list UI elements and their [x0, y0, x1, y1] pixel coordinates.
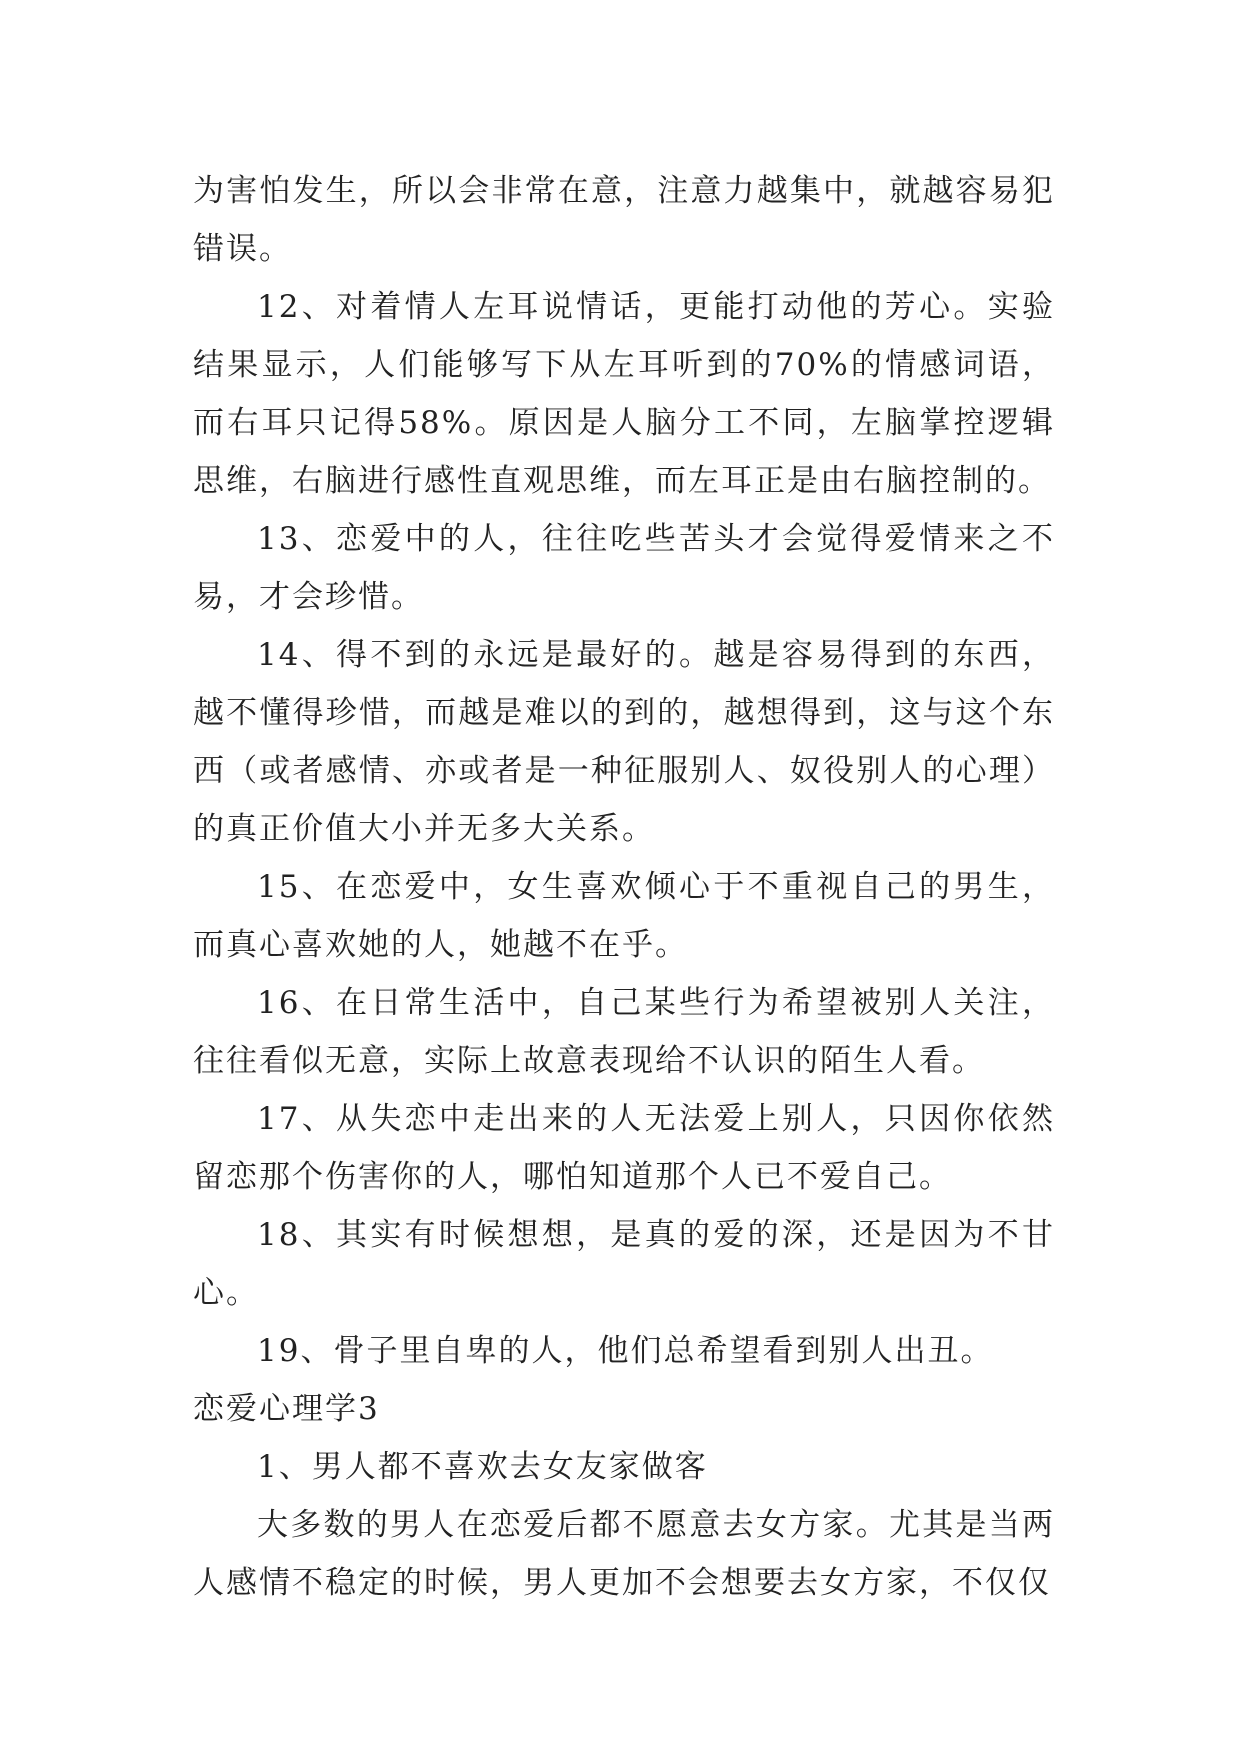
paragraph-item-15: 15、在恋爱中，女生喜欢倾心于不重视自己的男生，而真心喜欢她的人，她越不在乎。 [193, 869, 1055, 963]
paragraph-item-19: 19、骨子里自卑的人，他们总希望看到别人出丑。 [257, 1333, 994, 1369]
paragraph-item-12: 12、对着情人左耳说情话，更能打动他的芳心。实验结果显示，人们能够写下从左耳听到的70%的情感词语，而右耳只记得58%。原因是人脑分工不同，左脑掌控逻辑思维，右脑进行感性直观思维，而左耳正是由右脑控制的。 [193, 289, 1055, 499]
paragraph-item-16: 16、在日常生活中，自己某些行为希望被别人关注，往往看似无意，实际上故意表现给不认识的陌生人看。 [193, 985, 1055, 1079]
section-heading: 恋爱心理学3 [193, 1391, 380, 1427]
paragraph-item-14: 14、得不到的永远是最好的。越是容易得到的东西，越不懂得珍惜，而越是难以的到的，越想得到，这与这个东西（或者感情、亦或者是一种征服别人、奴役别人的心理）的真正价值大小并无多大关系。 [193, 637, 1055, 847]
paragraph-item-13: 13、恋爱中的人，往往吃些苦头才会觉得爱情来之不易，才会珍惜。 [193, 521, 1055, 615]
paragraph-continuation: 为害怕发生，所以会非常在意，注意力越集中，就越容易犯错误。 [193, 173, 1055, 267]
paragraph-item-17: 17、从失恋中走出来的人无法爱上别人，只因你依然留恋那个伤害你的人，哪怕知道那个人已不爱自己。 [193, 1101, 1055, 1195]
document-body [193, 162, 1055, 1612]
paragraph-body: 大多数的男人在恋爱后都不愿意去女方家。尤其是当两人感情不稳定的时候，男人更加不会想要去女方家，不仅仅 [193, 1507, 1055, 1601]
paragraph-subitem-1: 1、男人都不喜欢去女友家做客 [257, 1449, 708, 1485]
paragraph-item-18: 18、其实有时候想想，是真的爱的深，还是因为不甘心。 [193, 1217, 1055, 1311]
